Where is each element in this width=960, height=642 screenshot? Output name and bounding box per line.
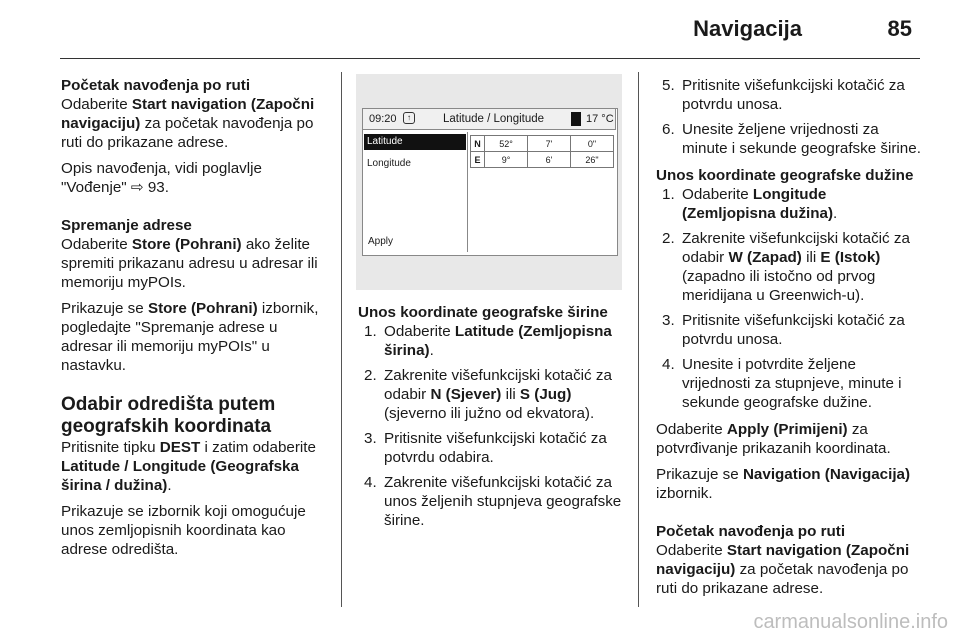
section-title-longitude-entry: Unos koordinate geografske dužine xyxy=(656,167,914,184)
latitude-longitude-screen-figure xyxy=(356,74,622,290)
list-item: 3. Pritisnite višefunkcijski kotačić za potvrdu odabira. xyxy=(364,430,607,466)
screen-time: 09:20 xyxy=(369,113,397,125)
menu-item-latitude[interactable]: Latitude xyxy=(364,134,466,150)
column-3 xyxy=(656,76,924,605)
screen-menu xyxy=(364,134,466,178)
paragraph: Odaberite Start navigation (Započni navigaciju) za početak navođenja po ruti do prikazane adrese. xyxy=(61,96,315,151)
column-1 xyxy=(61,76,331,566)
list-item: 1. Odaberite Latitude (Zemljopisna širina). xyxy=(364,323,612,359)
menu-item-longitude[interactable]: Longitude xyxy=(367,158,411,169)
latitude-row: N 52° 7' 0" xyxy=(471,136,614,152)
paragraph: Odaberite Apply (Primijeni) za potvrđivanje prikazanih koordinata. xyxy=(656,421,891,457)
list-item: 4. Unesite i potvrdite željene vrijednosti za stupnjeve, minute i sekunde geografske dužine. xyxy=(662,356,902,411)
section-title-store-address: Spremanje adrese xyxy=(61,217,192,234)
list-item: 2. Zakrenite višefunkcijski kotačić za odabir W (Zapad) ili E (Istok) (zapadno ili istočno od prvog meridijana u Greenwich-u). xyxy=(662,230,910,304)
latitude-steps-continued xyxy=(656,76,924,158)
screen-temperature: 17 °C xyxy=(586,113,614,125)
longitude-row: E 9° 6' 26" xyxy=(471,152,614,168)
section-title-latitude-entry: Unos koordinate geografske širine xyxy=(358,304,608,321)
page-header xyxy=(60,0,920,60)
section-title-start-navigation: Početak navođenja po ruti xyxy=(61,77,251,94)
paragraph: Prikazuje se izbornik koji omogućuje unos zemljopisnih koordinata kao adrese odredišta. xyxy=(61,503,306,558)
header-rule xyxy=(60,58,920,59)
paragraph: Odaberite Start navigation (Započni navigaciju) za početak navođenja po ruti do prikazane adrese. xyxy=(656,542,910,597)
screen-divider xyxy=(467,132,468,252)
page-title: Navigacija xyxy=(693,16,802,41)
coordinate-grid xyxy=(470,135,614,168)
list-item: 6. Unesite željene vrijednosti za minute i sekunde geografske širine. xyxy=(662,121,921,157)
list-item: 1. Odaberite Longitude (Zemljopisna dužina). xyxy=(662,186,838,222)
phone-icon xyxy=(571,112,581,126)
list-item: 3. Pritisnite višefunkcijski kotačić za potvrdu unosa. xyxy=(662,312,905,348)
screen-title: Latitude / Longitude xyxy=(443,113,545,125)
list-item: 4. Zakrenite višefunkcijski kotačić za unos željenih stupnjeva geografske širine. xyxy=(364,474,622,529)
list-item: 2. Zakrenite višefunkcijski kotačić za odabir N (Sjever) ili S (Jug) (sjeverno ili južno od ekvatora). xyxy=(364,367,612,422)
paragraph: Prikazuje se Store (Pohrani) izbornik, pogledajte "Spremanje adrese u adresar ili memoriju myPOIs" u nastavku. xyxy=(61,300,319,374)
paragraph: Prikazuje se Navigation (Navigacija) izbornik. xyxy=(656,466,911,502)
latitude-steps xyxy=(358,322,628,530)
watermark: carmanualsonline.info xyxy=(753,611,948,633)
nav-icon: ↑ xyxy=(403,112,415,124)
section-title-start-navigation-2: Početak navođenja po ruti xyxy=(656,523,846,540)
screen-status-bar xyxy=(362,108,616,130)
column-2 xyxy=(358,303,628,538)
longitude-steps xyxy=(656,185,924,412)
column-divider-2 xyxy=(638,72,639,607)
paragraph: Opis navođenja, vidi poglavlje "Vođenje" ⇨ 93. xyxy=(61,160,262,196)
apply-button[interactable]: Apply xyxy=(368,236,394,247)
display-screen xyxy=(362,108,618,256)
page-number: 85 xyxy=(887,16,912,41)
paragraph: Odaberite Store (Pohrani) ako želite spremiti prikazanu adresu u adresar ili memoriju myPOIs. xyxy=(61,236,318,291)
column-divider-1 xyxy=(341,72,342,607)
section-title-coordinates: Odabir odredišta putem geografskih koordinata xyxy=(61,394,276,437)
list-item: 5. Pritisnite višefunkcijski kotačić za potvrdu unosa. xyxy=(662,77,905,113)
paragraph: Pritisnite tipku DEST i zatim odaberite Latitude / Longitude (Geografska širina / dužina). xyxy=(61,439,316,494)
